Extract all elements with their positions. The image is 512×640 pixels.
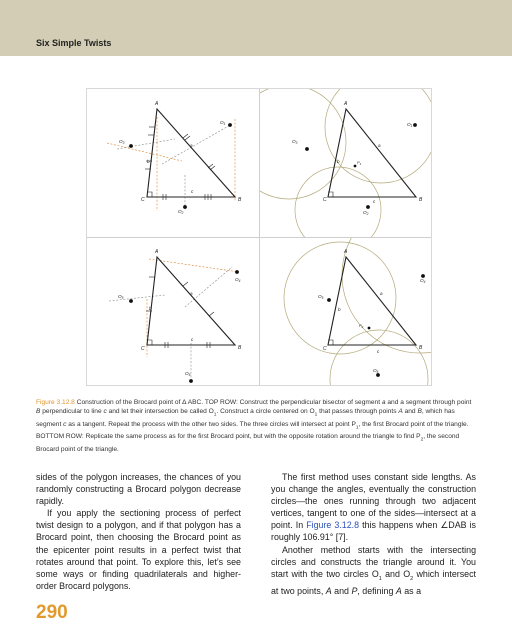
br-label-O4: $O_4$ bbox=[420, 278, 426, 284]
br-label-O5: $O_5$ bbox=[318, 294, 324, 300]
br-label-a: a bbox=[380, 291, 383, 296]
label-a: a bbox=[190, 143, 193, 148]
page-number: 290 bbox=[36, 602, 68, 623]
br-label-A: A bbox=[344, 249, 348, 255]
bl-label-C: C bbox=[141, 346, 145, 352]
tr-label-a: a bbox=[378, 143, 381, 148]
panel-top-left bbox=[107, 101, 242, 215]
br-label-b: b bbox=[338, 307, 341, 312]
bl-label-O4: $O_4$ bbox=[235, 277, 241, 283]
tr-label-b: b bbox=[337, 159, 340, 164]
label-b: b bbox=[147, 159, 150, 164]
panel-bottom-right bbox=[284, 197, 431, 385]
tr-label-O2: $O_2$ bbox=[363, 210, 369, 216]
running-header-title: Six Simple Twists bbox=[36, 38, 112, 48]
br-label-O6: $O_6$ bbox=[373, 368, 379, 374]
label-A: A bbox=[155, 101, 159, 107]
bl-label-a: a bbox=[190, 291, 193, 296]
page-header-band bbox=[0, 0, 512, 56]
body-paragraph: sides of the polygon increases, the chances of you randomly constructing a Brocard polygon decrease rapidly. bbox=[36, 472, 241, 507]
body-column-right bbox=[271, 471, 476, 597]
br-label-P2: $P_2$ bbox=[359, 323, 364, 329]
br-label-B: B bbox=[419, 345, 423, 351]
tr-label-O1: $O_1$ bbox=[407, 122, 413, 128]
label-C: C bbox=[141, 197, 145, 203]
brocard-construction-figure bbox=[86, 88, 432, 386]
label-O1: $O_1$ bbox=[220, 120, 226, 126]
body-column-left bbox=[36, 471, 241, 592]
figure-panels-svg bbox=[87, 89, 431, 385]
bl-label-b: b bbox=[149, 306, 152, 311]
bl-label-O5: $O_5$ bbox=[118, 294, 124, 300]
br-label-c: c bbox=[377, 349, 380, 354]
body-paragraph: The first method uses constant side lengths. As you change the angles, eventually the construction circles—the ones running through two adjacent vertices, tangent to one of the sides—intersect at a point. In Figure 3.12.8 this happens when ∠DAB is roughly 106.91° [7]. bbox=[271, 472, 476, 543]
tr-label-P1: $P_1$ bbox=[357, 160, 362, 166]
tr-label-B: B bbox=[419, 197, 423, 203]
panel-bottom-left bbox=[109, 249, 242, 383]
label-c: c bbox=[191, 189, 194, 194]
figure-caption-label: Figure 3.12.8 bbox=[36, 399, 75, 406]
label-O3: $O_3$ bbox=[119, 139, 125, 145]
body-paragraph: Another method starts with the intersecting circles and constructs the triangle around it. You start with the two circles $O_1$ and $O_2$ which intersect at two points, A and P, defining A as a bbox=[271, 544, 476, 596]
bl-label-c: c bbox=[191, 337, 194, 342]
panel-top-right bbox=[232, 89, 431, 253]
figure-caption: Figure 3.12.8 Construction of the Brocard point of ∆ ABC. TOP ROW: Construct the perpendicular bisector of segment a and a segment through point B perpendicular to line c and let their intersection be called $O_1$. Construct a circle centered on $O_1$ that passes through points A and B, which has segment c as a tangent. Repeat the process with the other two sides. The three circles will intersect at point $P_1$, the first Brocard point of the triangle. BOTTOM ROW: Replicate the same process as for the first Brocard point, but with the opposite rotation around the triangle to find $P_2$, the second Brocard point of the triangle. bbox=[36, 399, 472, 453]
body-paragraph: If you apply the sectioning process of perfect twist design to a polygon, and if that polygon has a Brocard point, then choosing the Brocard point as the epicenter point results in a perfect twist that rotates around that point. To explore this, let’s see some ways or finding quadrilaterals and higher-order Brocard polygons. bbox=[36, 508, 241, 591]
label-B: B bbox=[238, 197, 242, 203]
tr-label-A: A bbox=[344, 101, 348, 107]
bl-label-O6: $O_6$ bbox=[185, 371, 191, 377]
bl-label-B: B bbox=[238, 345, 242, 351]
bl-label-A: A bbox=[155, 249, 159, 255]
figure-reference-link[interactable]: Figure 3.12.8 bbox=[306, 520, 360, 531]
tr-label-C: C bbox=[323, 197, 327, 203]
label-O2: $O_2$ bbox=[178, 209, 184, 215]
tr-label-c: c bbox=[373, 199, 376, 204]
tr-label-O3: $O_3$ bbox=[292, 139, 298, 145]
br-label-C: C bbox=[323, 346, 327, 352]
